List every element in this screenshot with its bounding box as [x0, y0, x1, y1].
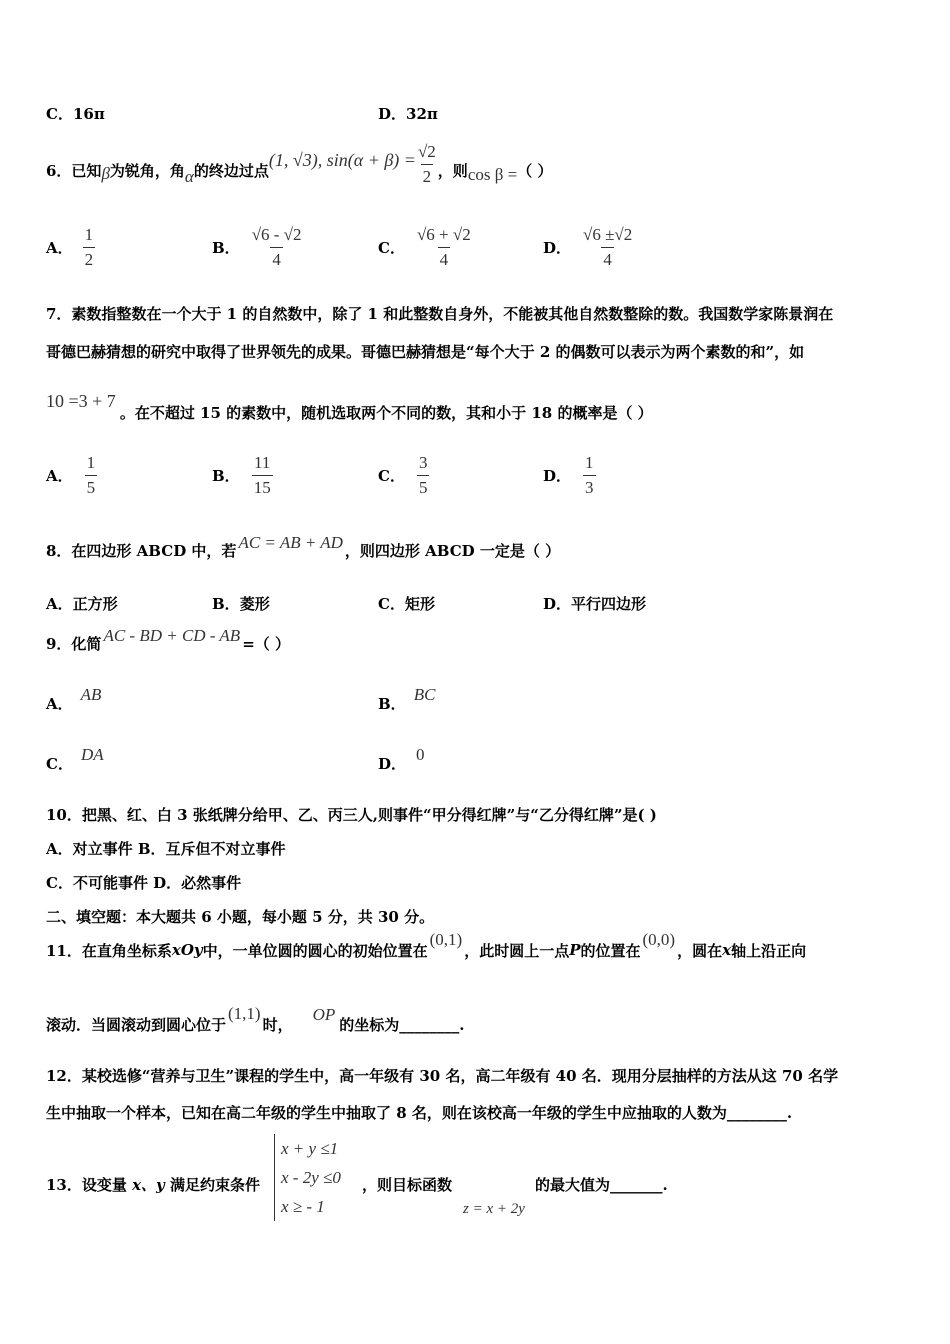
option-label: C． [46, 754, 73, 773]
q8-equation: AC = AB + AD [238, 533, 343, 552]
q11-prefix: 11．在直角坐标系 [46, 941, 172, 960]
q11-xoy: xOy [171, 941, 203, 959]
q13-vars: x、y [132, 1176, 165, 1194]
q6-prefix: 6．已知 [46, 161, 102, 180]
q6-tail: （ ） [517, 161, 553, 180]
question-8-stem [46, 535, 560, 565]
fraction-den: 4 [270, 247, 283, 270]
q11-l2a: 滚动．当圆滚动到圆心位于 [46, 1015, 227, 1034]
q10-options-row-2: C．不可能事件 D．必然事件 [46, 874, 242, 892]
option-text: 矩形 [404, 595, 435, 613]
q11-l2c: 的坐标为________. [339, 1015, 465, 1034]
q8-option-a [46, 593, 118, 614]
fraction-num: √6 - √2 [251, 224, 302, 244]
option-label: D． [543, 466, 572, 485]
q7-option-a [46, 450, 97, 500]
q11-point-2: (0,0) [642, 930, 676, 949]
option-value: 0 [416, 745, 425, 764]
q11-op-vector: OP [312, 1005, 336, 1024]
fraction-den: 15 [252, 475, 273, 498]
fraction-num: √6 ±√2 [583, 224, 633, 244]
q7-option-c [378, 450, 429, 500]
q9-expression: AC - BD + CD - AB [103, 626, 241, 645]
q6-eq-den: 2 [421, 164, 434, 187]
option-label: A． [46, 466, 73, 485]
q7-line-1: 7．素数指整数在一个大于 1 的自然数中，除了 1 和此整数自身外，不能被其他自然数整除的数。我国数学家陈景润在 [46, 305, 834, 323]
option-fraction [85, 453, 98, 498]
q9-option-d [378, 745, 425, 778]
fraction-den: 5 [417, 475, 430, 498]
option-label: B． [212, 466, 240, 485]
option-fraction [83, 225, 96, 270]
q6-alpha: α [184, 167, 194, 186]
q6-eq-num: √2 [417, 141, 436, 161]
q11-mid5: 轴上沿正向 [731, 941, 807, 960]
q11-p: P [569, 941, 581, 959]
option-value: BC [413, 685, 436, 704]
q6-option-b [212, 222, 304, 272]
q8-post: ，则四边形 ABCD 一定是（ ） [344, 541, 561, 560]
q6-option-c [378, 222, 473, 272]
option-label: A． [46, 694, 73, 713]
fraction-num: 1 [86, 452, 96, 472]
option-value: AB [80, 685, 102, 704]
option-label: A． [46, 238, 73, 257]
fraction-num: 1 [585, 452, 594, 472]
q7-option-d [543, 450, 596, 500]
option-label: D． [378, 754, 407, 773]
q9-option-b [378, 685, 436, 718]
question-6-stem [46, 140, 552, 200]
q7-line-3-text: 。在不超过 15 的素数中，随机选取两个不同的数，其和小于 18 的概率是（ ） [119, 403, 653, 422]
q13-answer-blank: 的最大值为_______. [535, 1176, 668, 1194]
q11-mid4: ，圆在 [677, 941, 723, 960]
question-9-stem [46, 628, 290, 658]
q11-x: x [722, 941, 732, 959]
q9-post: =（ ） [242, 634, 290, 653]
q11-mid2: ，此时圆上一点 [464, 941, 570, 960]
option-fraction [252, 453, 273, 498]
q13-mid: 满足约束条件 [164, 1176, 261, 1194]
q6-option-a [46, 222, 95, 272]
section-2-heading: 二、填空题：本大题共 6 小题，每小题 5 分，共 30 分。 [46, 908, 435, 926]
option-text: 菱形 [239, 595, 270, 613]
fraction-den: 4 [601, 247, 614, 270]
q8-option-b [212, 593, 270, 614]
q7-line-2: 哥德巴赫猜想的研究中取得了世界领先的成果。哥德巴赫猜想是“每个大于 2 的偶数可以表示为两个素数的和”，如 [46, 343, 805, 361]
option-label: D． [543, 595, 572, 613]
q7-equation: 10 =3 + 7 [46, 390, 116, 411]
q6-point-expr: (1, √3), sin(α + β) = [268, 149, 416, 170]
q13-stem [46, 1174, 260, 1195]
q8-option-d [543, 593, 646, 614]
option-value: DA [80, 745, 104, 764]
q12-line-1: 12．某校选修“营养与卫生”课程的学生中，高一年级有 30 名，高二年级有 40 名．现用分层抽样的方法从这 70 名学 [46, 1067, 839, 1085]
q7-line-3 [46, 390, 653, 426]
option-label: B． [212, 595, 240, 613]
fraction-num: √6 + √2 [416, 224, 471, 244]
option-fraction [415, 225, 473, 270]
q13-constraint-1: x + y ≤1 [281, 1139, 339, 1158]
q6-option-d [543, 222, 634, 272]
fraction-den: 2 [83, 247, 96, 270]
q13-constraint-2: x - 2y ≤0 [281, 1168, 341, 1187]
q13-constraint-system [274, 1134, 341, 1221]
option-label: C． [378, 595, 405, 613]
q13-constraint-3: x ≥ - 1 [281, 1197, 325, 1216]
option-label: C． [378, 466, 405, 485]
fraction-den: 3 [583, 475, 596, 498]
q10-stem: 10．把黑、红、白 3 张纸牌分给甲、乙、丙三人,则事件“甲分得红牌”与“乙分得红牌”是( ) [46, 806, 657, 824]
q6-eq-fraction [416, 142, 438, 187]
option-label: C． [378, 238, 405, 257]
q9-option-c [46, 745, 104, 778]
option-label: A． [46, 595, 73, 613]
q9-prefix: 9．化简 [46, 634, 102, 653]
q5-option-d: D．32π [378, 105, 438, 123]
q13-objective-text: ，则目标函数 [362, 1176, 453, 1194]
option-text: 平行四边形 [571, 595, 647, 613]
q11-l2b: 时， [262, 1015, 293, 1034]
q11-line-2 [46, 1004, 465, 1044]
q11-line-1 [46, 930, 806, 970]
q8-prefix: 8．在四边形 ABCD 中，若 [46, 541, 237, 560]
q12-line-2: 生中抽取一个样本，已知在高二年级的学生中抽取了 8 名，则在该校高一年级的学生中应抽取的人数为________. [46, 1104, 793, 1122]
fraction-num: 1 [84, 224, 94, 244]
option-label: B． [212, 238, 240, 257]
q11-point-3: (1,1) [228, 1004, 261, 1023]
q9-option-a [46, 685, 102, 718]
option-text: 正方形 [72, 595, 118, 613]
fraction-num: 11 [254, 452, 271, 472]
fraction-den: 5 [85, 475, 98, 498]
option-fraction [417, 453, 430, 498]
option-fraction [250, 225, 304, 270]
q10-options-row-1: A．对立事件 B．互斥但不对立事件 [46, 840, 286, 858]
fraction-num: 3 [418, 452, 428, 472]
option-label: D． [543, 238, 572, 257]
option-fraction [583, 453, 596, 498]
q13-prefix: 13．设变量 [46, 1176, 133, 1194]
q11-point-1: (0,1) [429, 930, 463, 949]
q6-beta: β [101, 164, 110, 183]
option-fraction [581, 225, 634, 270]
q7-option-b [212, 450, 273, 500]
fraction-den: 4 [438, 247, 451, 270]
q11-mid1: 中，一单位圆的圆心的初始位置在 [202, 941, 428, 960]
q8-option-c [378, 593, 435, 614]
q6-cos-expr: cos β = [467, 165, 518, 184]
q6-mid3: ，则 [437, 161, 468, 180]
q5-option-c: C．16π [46, 105, 105, 123]
option-label: B． [378, 694, 406, 713]
q6-mid2: 的终边过点 [193, 161, 269, 180]
q11-mid3: 的位置在 [580, 941, 641, 960]
q6-mid1: 为锐角，角 [109, 161, 185, 180]
q13-objective-function: z = x + 2y [463, 1201, 525, 1217]
